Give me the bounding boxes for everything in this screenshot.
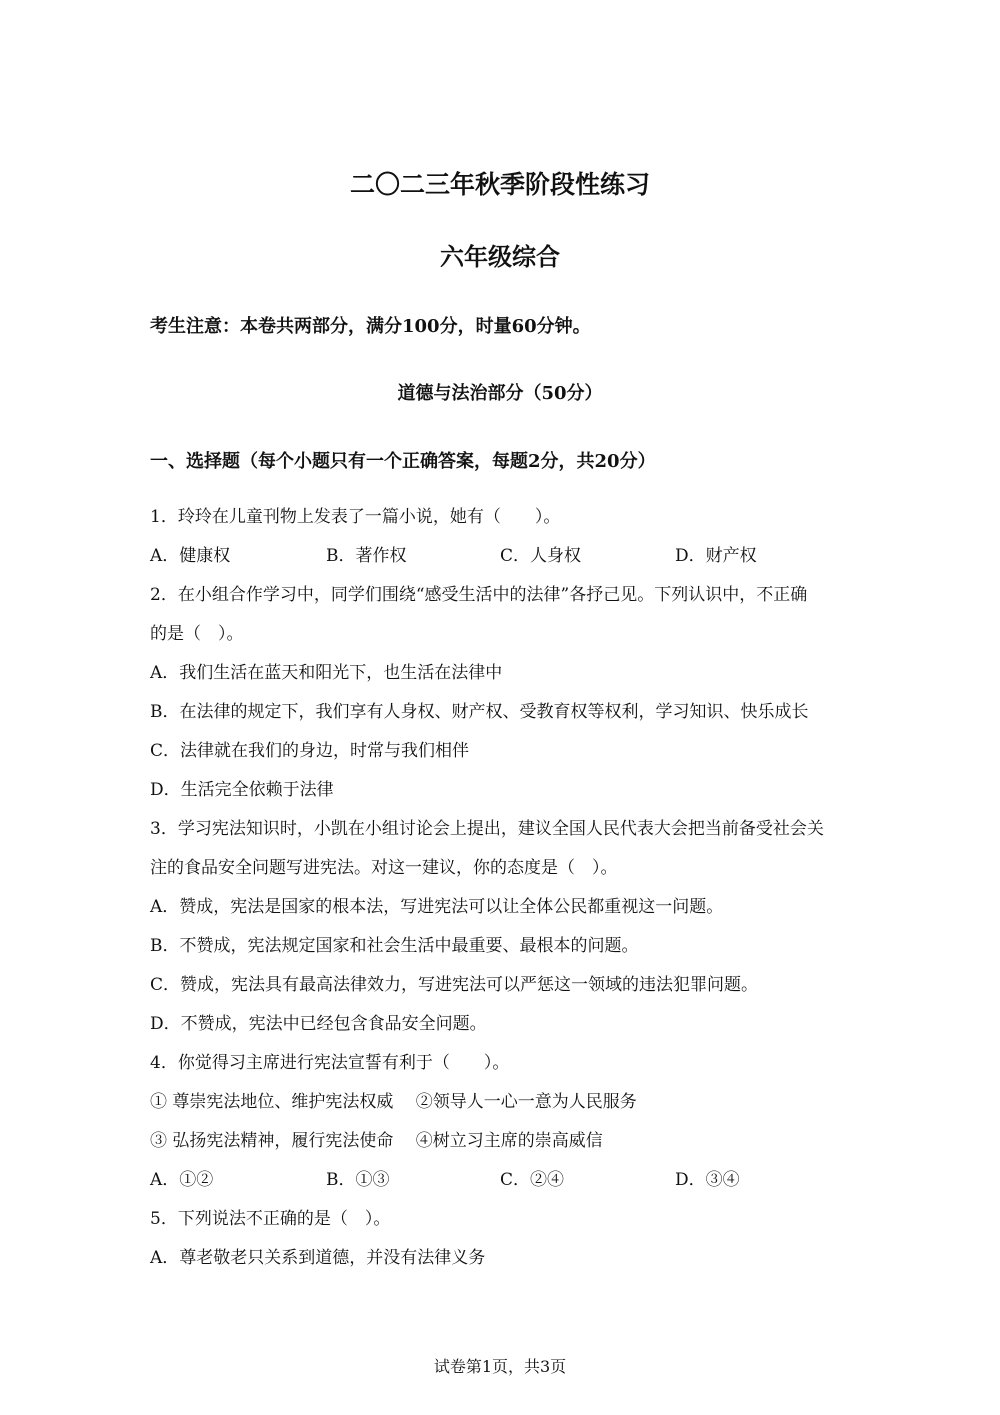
question-2-stem-line-2: 的是（ ）。: [150, 624, 244, 644]
question-3-option-c: C．赞成，宪法具有最高法律效力，写进宪法可以严惩这一领域的违法犯罪问题。: [150, 975, 759, 995]
section-title: 道德与法治部分（50分）: [397, 383, 603, 404]
question-1-option-a: A．健康权: [150, 546, 231, 566]
question-3-stem-line-1: 3．学习宪法知识时，小凯在小组讨论会上提出，建议全国人民代表大会把当前备受社会关: [150, 819, 824, 839]
question-4-statements-line-2: ③ 弘扬宪法精神，履行宪法使命 ④树立习主席的崇高威信: [150, 1131, 603, 1151]
question-5-option-a: A．尊老敬老只关系到道德，并没有法律义务: [150, 1248, 486, 1268]
question-1-option-d: D．财产权: [675, 546, 757, 566]
question-4-option-b: B．①③: [326, 1170, 390, 1190]
question-2-option-b: B．在法律的规定下，我们享有人身权、财产权、受教育权等权利，学习知识、快乐成长: [150, 702, 809, 722]
question-3-stem-line-2: 注的食品安全问题写进宪法。对这一建议，你的态度是（ ）。: [150, 858, 618, 878]
question-2-option-c: C．法律就在我们的身边，时常与我们相伴: [150, 741, 470, 761]
question-4-option-d: D．③④: [675, 1170, 740, 1190]
question-4-stem: 4．你觉得习主席进行宪法宣誓有利于（ ）。: [150, 1053, 510, 1073]
question-2-option-a: A．我们生活在蓝天和阳光下，也生活在法律中: [150, 663, 503, 683]
exam-notice: 考生注意：本卷共两部分，满分100分，时量60分钟。: [150, 316, 591, 337]
question-1-stem: 1．玲玲在儿童刊物上发表了一篇小说，她有（ ）。: [150, 507, 561, 527]
question-4-option-a: A．①②: [150, 1170, 214, 1190]
question-3-option-b: B．不赞成，宪法规定国家和社会生活中最重要、最根本的问题。: [150, 936, 639, 956]
question-4-option-c: C．②④: [500, 1170, 565, 1190]
question-2-stem-line-1: 2．在小组合作学习中，同学们围绕“感受生活中的法律”各抒己见。下列认识中，不正确: [150, 585, 808, 605]
question-3-option-d: D．不赞成，宪法中已经包含食品安全问题。: [150, 1014, 487, 1034]
question-5-stem: 5．下列说法不正确的是（ ）。: [150, 1209, 391, 1229]
page-footer: 试卷第1页，共3页: [433, 1357, 567, 1376]
part-title: 一、选择题（每个小题只有一个正确答案，每题2分，共20分）: [150, 451, 656, 472]
question-2-option-d: D．生活完全依赖于法律: [150, 780, 334, 800]
question-1-option-c: C．人身权: [500, 546, 582, 566]
question-4-statements-line-1: ① 尊崇宪法地位、维护宪法权威 ②领导人一心一意为人民服务: [150, 1092, 637, 1112]
exam-title: 二〇二三年秋季阶段性练习: [349, 170, 650, 199]
question-3-option-a: A．赞成，宪法是国家的根本法，写进宪法可以让全体公民都重视这一问题。: [150, 897, 724, 917]
exam-subtitle: 六年级综合: [440, 242, 560, 271]
question-1-option-b: B．著作权: [326, 546, 407, 566]
